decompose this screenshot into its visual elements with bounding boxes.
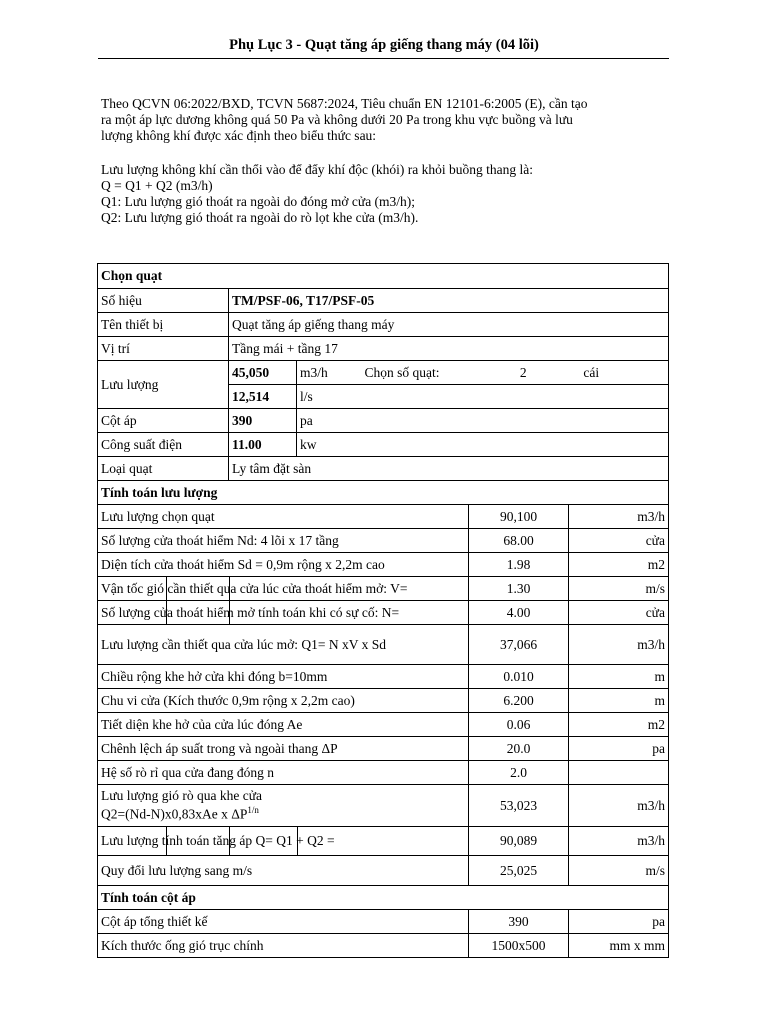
section-header-label: Tính toán lưu lượng (98, 481, 669, 505)
section-header-select-fan (98, 264, 669, 289)
row-value: 1.98 (469, 553, 569, 577)
choose-fan-label: Chọn số quạt: (364, 364, 440, 380)
row-value: 37,066 (469, 625, 569, 665)
table-row (98, 761, 669, 785)
gridline-ghost (229, 601, 230, 624)
row-value: 68.00 (469, 529, 569, 553)
leak-label (98, 785, 469, 827)
row-label (98, 577, 469, 601)
row-value: Quạt tăng áp giếng thang máy (229, 313, 669, 337)
table-row (98, 553, 669, 577)
row-value: TM/PSF-06, T17/PSF-05 (229, 289, 669, 313)
table-row (98, 737, 669, 761)
gridline-ghost (297, 827, 298, 855)
row-label: Loại quạt (98, 457, 229, 481)
choose-fan-count: 2 (519, 364, 527, 380)
table-row (98, 457, 669, 481)
intro-line-2: ra một áp lực dương không quá 50 Pa và không dưới 20 Pa trong khu vực buồng và lưu (101, 112, 573, 127)
table-row (98, 337, 669, 361)
row-value: 0.010 (469, 665, 569, 689)
row-label: Công suất điện (98, 433, 229, 457)
row-value: 25,025 (469, 856, 569, 886)
table-row (98, 934, 669, 958)
row-label: Cột áp tổng thiết kế (98, 910, 469, 934)
row-label-text: Số lượng cửa thoát hiểm mở tính toán khi có sự cố: N= (101, 604, 400, 620)
row-unit: kw (297, 433, 669, 457)
row-label: Lưu lượng cần thiết qua cửa lúc mở: Q1= N xV x Sd (98, 625, 469, 665)
row-value: 390 (469, 910, 569, 934)
section-header-flow-calc (98, 481, 669, 505)
gridline-ghost (166, 577, 167, 600)
row-value: 390 (229, 409, 297, 433)
intro-line-1: Theo QCVN 06:2022/BXD, TCVN 5687:2024, Tiêu chuẩn EN 12101-6:2005 (E), cần tạo (101, 96, 588, 111)
row-label: Cột áp (98, 409, 229, 433)
row-value: 53,023 (469, 785, 569, 827)
row-unit: pa (569, 737, 669, 761)
table-row (98, 289, 669, 313)
gridline-ghost (166, 601, 167, 624)
row-value: 90,089 (469, 827, 569, 856)
row-value: 1500x500 (469, 934, 569, 958)
row-value: 6.200 (469, 689, 569, 713)
leak-exponent: 1/n (247, 805, 259, 816)
gridline-ghost (229, 577, 230, 600)
flow-value-m3h: 45,050 (229, 361, 297, 385)
row-label: Tiết diện khe hở của cửa lúc đóng Ae (98, 713, 469, 737)
title-underline (98, 58, 669, 59)
row-unit: mm x mm (569, 934, 669, 958)
row-unit (569, 761, 669, 785)
formula-paragraph (101, 162, 671, 226)
table-row (98, 856, 669, 886)
row-value: 0.06 (469, 713, 569, 737)
flow-value-ls: 12,514 (229, 385, 297, 409)
row-unit: m3/h (569, 505, 669, 529)
formula-line-1: Lưu lượng không khí cần thổi vào để đẩy khí độc (khói) ra khỏi buồng thang là: (101, 162, 533, 177)
table-row-total (98, 827, 669, 856)
section-header-label: Chọn quạt (98, 264, 669, 289)
row-value: 11.00 (229, 433, 297, 457)
row-unit: pa (297, 409, 669, 433)
table-row (98, 313, 669, 337)
row-value: 2.0 (469, 761, 569, 785)
table-row (98, 689, 669, 713)
table-row (98, 625, 669, 665)
section-header-label: Tính toán cột áp (98, 886, 669, 910)
row-label-text: Vận tốc gió cần thiết qua cửa lúc cửa thoát hiểm mở: V= (101, 580, 408, 596)
table-row (98, 409, 669, 433)
row-label: Quy đổi lưu lượng sang m/s (98, 856, 469, 886)
row-label: Số lượng cửa thoát hiểm Nd: 4 lõi x 17 tầng (98, 529, 469, 553)
table-row (98, 577, 669, 601)
row-unit: m2 (569, 713, 669, 737)
table-row (98, 505, 669, 529)
table-row (98, 910, 669, 934)
row-unit: m2 (569, 553, 669, 577)
choose-fan-cell (469, 361, 669, 385)
row-value: 90,100 (469, 505, 569, 529)
table-row (98, 529, 669, 553)
flow-unit-ls: l/s (297, 385, 669, 409)
row-value: 1.30 (469, 577, 569, 601)
table-row-flow (98, 361, 669, 385)
document-title: Phụ Lục 3 - Quạt tăng áp giếng thang máy (04 lõi) (229, 37, 539, 53)
flow-unit-cell (297, 361, 469, 385)
section-header-pressure-calc (98, 886, 669, 910)
row-unit: m (569, 665, 669, 689)
row-unit: pa (569, 910, 669, 934)
leak-label-line-1: Lưu lượng gió rò qua khe cửa (101, 788, 263, 804)
row-label: Chênh lệch áp suất trong và ngoài thang ΔP (98, 737, 469, 761)
row-unit: m (569, 689, 669, 713)
table-row (98, 433, 669, 457)
row-unit: m/s (569, 856, 669, 886)
row-label: Vị trí (98, 337, 229, 361)
row-label: Chiều rộng khe hở cửa khi đóng b=10mm (98, 665, 469, 689)
leak-formula: Q2=(Nd-N)x0,83xAe x ΔP (101, 806, 248, 822)
row-label (98, 827, 469, 856)
row-unit: cửa (569, 601, 669, 625)
row-unit: m3/h (569, 785, 669, 827)
table-row (98, 601, 669, 625)
leak-label-line-2 (101, 803, 465, 822)
flow-label: Lưu lượng (98, 361, 229, 409)
table-row (98, 713, 669, 737)
table-row-leak (98, 785, 669, 827)
row-unit: m3/h (569, 625, 669, 665)
row-label: Diện tích cửa thoát hiểm Sd = 0,9m rộng x 2,2m cao (98, 553, 469, 577)
table-row (98, 665, 669, 689)
row-label: Chu vi cửa (Kích thước 0,9m rộng x 2,2m cao) (98, 689, 469, 713)
row-label (98, 601, 469, 625)
intro-paragraph (101, 96, 671, 144)
intro-line-3: lượng không khí được xác định theo biểu thức sau: (101, 128, 377, 143)
row-value: Ly tâm đặt sàn (229, 457, 669, 481)
row-value: Tầng mái + tầng 17 (229, 337, 669, 361)
row-unit: m3/h (569, 827, 669, 856)
row-unit: cửa (569, 529, 669, 553)
row-unit: m/s (569, 577, 669, 601)
row-label: Số hiệu (98, 289, 229, 313)
row-label: Kích thước ống gió trục chính (98, 934, 469, 958)
row-value: 20.0 (469, 737, 569, 761)
choose-fan-unit: cái (583, 364, 600, 380)
formula-line-4: Q2: Lưu lượng gió thoát ra ngoài do rò lọt khe cửa (m3/h). (101, 210, 419, 225)
formula-line-3: Q1: Lưu lượng gió thoát ra ngoài do đóng mở cửa (m3/h); (101, 194, 416, 209)
calculation-table (97, 263, 669, 958)
row-label-text: Lưu lượng tính toán tăng áp Q= Q1 + Q2 = (101, 833, 335, 848)
row-label: Lưu lượng chọn quạt (98, 505, 469, 529)
row-label: Tên thiết bị (98, 313, 229, 337)
formula-line-2: Q = Q1 + Q2 (m3/h) (101, 178, 213, 193)
gridline-ghost (229, 827, 230, 855)
row-value: 4.00 (469, 601, 569, 625)
flow-unit-m3h: m3/h (300, 364, 328, 380)
gridline-ghost (166, 827, 167, 855)
row-label: Hệ số rò rỉ qua cửa đang đóng n (98, 761, 469, 785)
